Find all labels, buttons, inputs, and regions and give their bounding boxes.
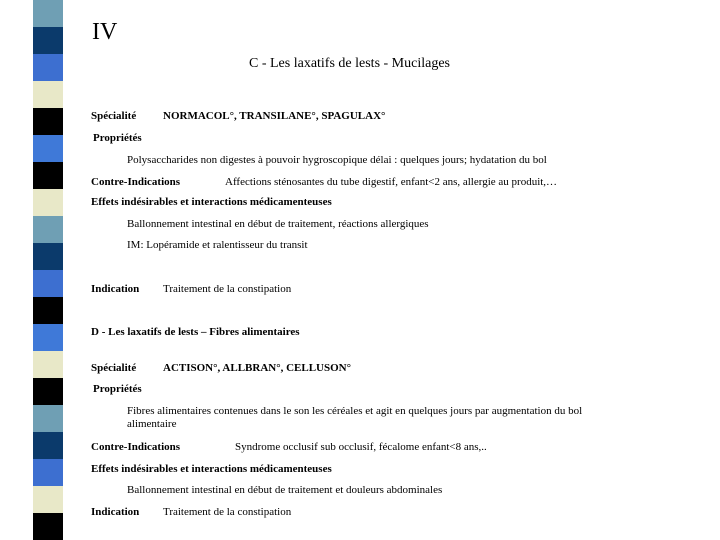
stripe-block [33, 297, 63, 324]
stripe-block [33, 162, 63, 189]
stripe-block [33, 54, 63, 81]
section-c-indication-text: Traitement de la constipation [163, 283, 292, 295]
stripe-block [33, 108, 63, 135]
stripe-block [33, 486, 63, 513]
section-d-specialite-label: Spécialité [91, 362, 137, 374]
stripe-block [33, 432, 63, 459]
section-c-effets-label: Effets indésirables et interactions médicamenteuses [91, 196, 332, 208]
stripe-block [33, 189, 63, 216]
stripe-block [33, 0, 63, 27]
section-c-specialite-label: Spécialité [91, 110, 137, 122]
stripe-block [33, 513, 63, 540]
section-d-specialite-value: ACTISON°, ALLBRAN°, CELLUSON° [163, 362, 352, 374]
section-d-indication-label: Indication [91, 506, 140, 518]
slide-number: IV [92, 19, 118, 45]
section-c-specialite-value: NORMACOL°, TRANSILANE°, SPAGULAX° [163, 110, 386, 122]
stripe-block [33, 135, 63, 162]
section-c-heading: C - Les laxatifs de lests - Mucilages [249, 56, 451, 71]
section-d-indication-text: Traitement de la constipation [163, 506, 292, 518]
section-c-effets-2: IM: Lopéramide et ralentisseur du transit [127, 239, 308, 251]
stripe-block [33, 270, 63, 297]
section-c-proprietes-text: Polysaccharides non digestes à pouvoir hygroscopique délai : quelques jours; hydatation du bol [127, 154, 547, 166]
section-c-contre-text: Affections sténosantes du tube digestif, enfant<2 ans, allergie au produit,… [225, 176, 558, 188]
section-c-proprietes-label: Propriétés [93, 132, 142, 144]
stripe-block [33, 405, 63, 432]
stripe-block [33, 351, 63, 378]
stripe-block [33, 459, 63, 486]
decorative-stripe-column [33, 0, 63, 540]
section-c-indication-label: Indication [91, 283, 140, 295]
stripe-block [33, 243, 63, 270]
section-c-effets-1: Ballonnement intestinal en début de traitement, réactions allergiques [127, 218, 429, 230]
stripe-block [33, 81, 63, 108]
section-d-proprietes-label: Propriétés [93, 383, 142, 395]
section-d-heading: D - Les laxatifs de lests – Fibres alimentaires [91, 326, 300, 338]
stripe-block [33, 378, 63, 405]
section-d-effets-label: Effets indésirables et interactions médicamenteuses [91, 463, 332, 475]
stripe-block [33, 324, 63, 351]
section-d-contre-text: Syndrome occlusif sub occlusif, fécalome enfant<8 ans,.. [235, 441, 487, 453]
section-c-contre-label: Contre-Indications [91, 176, 181, 188]
section-d-contre-label: Contre-Indications [91, 441, 181, 453]
section-d-effets-1: Ballonnement intestinal en début de traitement et douleurs abdominales [127, 484, 443, 496]
stripe-block [33, 216, 63, 243]
section-d-proprietes-text: Fibres alimentaires contenues dans le son les céréales et agit en quelques jours par augmentation du bol alimentaire [127, 405, 583, 430]
stripe-block [33, 27, 63, 54]
